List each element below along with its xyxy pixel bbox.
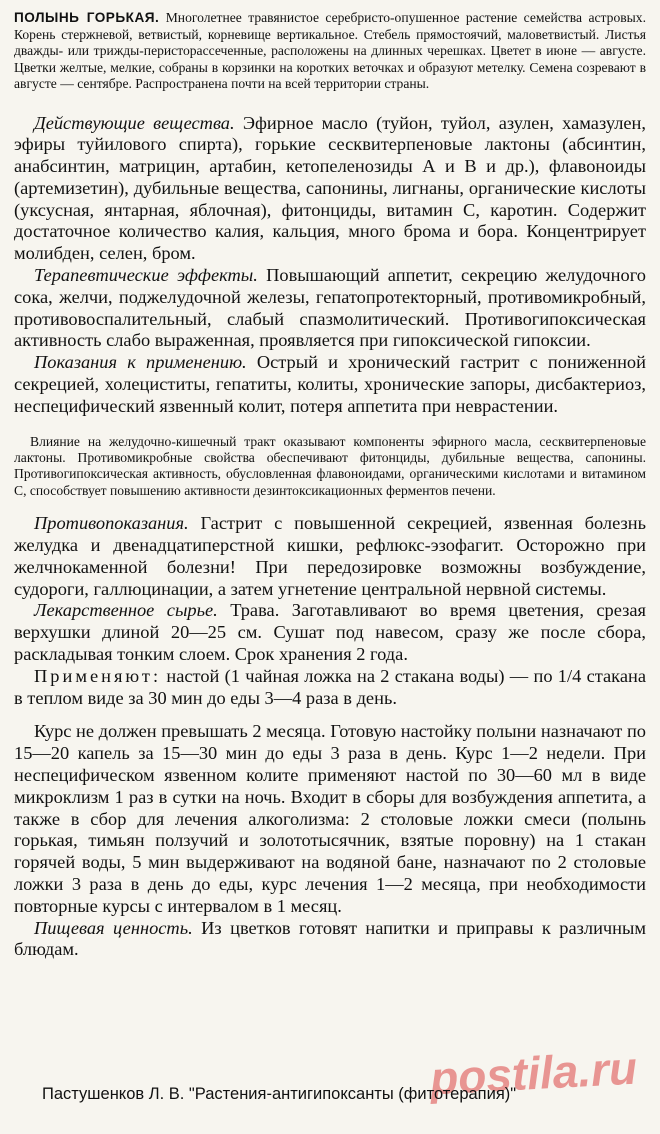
active-substances-text: Эфирное масло (туйон, туйол, азулен, хамазулен, эфиры туйилового спирта), горькие сесквитерпеновые лактоны (абсинтин, анабсинтин, матрицин, артабин, кетопеленозиды А и В и др.), флавоноиды (артемизетин), дубильные вещества, сапонины, лигнаны, органические кислоты (уксусная, янтарная, яблочная), фитонциды, витамин С, каротин. Содержит достаточное количество калия, кальция, много брома и бора. Концентрирует молибден, селен, бром. <box>14 112 646 264</box>
food-value-label: Пищевая ценность. <box>34 917 193 938</box>
article <box>14 10 646 961</box>
contraindications-text: Гастрит с повышенной секрецией, язвенная болезнь желудка и двенадцатиперстной кишки, рефлюкс-эзофагит. Осторожно при желчнокаменной болезни! При передозировке возможны возбуждение, судороги, галлюцинации, а затем угнетение центральной нервной системы. <box>14 513 646 599</box>
usage-label: Применяют: <box>34 665 162 686</box>
course-text: Курс не должен превышать 2 месяца. Готовую настойку полыни назначают по 15—20 капель за 15—30 мин до еды 3 раза в день. Курс 1—2 недели. При неспецифическом язвенном колите применяют настой по 30—60 мл в виде микроклизм 1 раз в сутки на ночь. Входит в сборы для возбуждения аппетита, а также в сбор для лечения алкоголизма: 2 столовые ложки смеси (полынь горькая, тимьян ползучий и золототысячник, взятые поровну) на 1 стакан горячей воды, 5 мин выдерживают на водяной бане, назначают по 2 столовые ложки 3 раза в день до еды, курс лечения 1—2 месяца, при необходимости повторные курсы с интервалом в 1 месяц. <box>14 721 646 916</box>
note-text: Влияние на желудочно-кишечный тракт оказывают компоненты эфирного масла, сесквитерпеновые лактоны. Противомикробные свойства обеспечивают фитонциды, дубильные вещества, сапонины. Противогипоксическая активность, обусловленная флавоноидами, органическими кислотами и витамином С, способствует повышению активности дезинтоксикационных ферментов печени. <box>14 433 646 498</box>
therapeutic-effects-label: Терапевтические эффекты. <box>34 265 258 286</box>
active-substances-paragraph <box>14 113 646 266</box>
food-value-paragraph <box>14 918 646 962</box>
raw-material-label: Лекарственное сырье. <box>34 600 218 621</box>
plant-heading: ПОЛЫНЬ ГОРЬКАЯ. <box>14 10 160 25</box>
therapeutic-effects-paragraph <box>14 265 646 352</box>
active-substances-label: Действующие вещества. <box>34 112 235 133</box>
therapeutic-effects-text: Повышающий аппетит, секрецию желудочного сока, желчи, поджелудочной железы, гепатопротекторный, противомикробный, противовоспалительный, слабый спазмолитический. Противогипоксическая активность слабо выраженная, проявляется при гипоксической гипоксии. <box>14 265 646 351</box>
contraindications-label: Противопоказания. <box>34 513 189 534</box>
note-paragraph <box>14 434 646 500</box>
raw-material-paragraph <box>14 600 646 665</box>
raw-material-text: Трава. Заготавливают во время цветения, срезая верхушки длиной 20—25 см. Сушат под навесом, сразу же после сбора, раскладывая тонким слоем. Срок хранения 2 года. <box>14 600 647 665</box>
indications-label: Показания к применению. <box>34 352 247 373</box>
source-citation: Пастушенков Л. В. "Растения-антигипоксанты (фитотерапия)" <box>42 1085 517 1103</box>
intro-text: Многолетнее травянистое серебристо-опушенное растение семейства астровых. Корень стержневой, ветвистый, корневище вертикальное. Стебель прямостоячий, маловетвистый. Листья дважды- или трижды-перисторассеченные, расположены на длинных черешках. Цветет в июне — августе. Цветки желтые, мелкие, собраны в корзинки на коротких веточках и образуют метелку. Семена созревают в августе — сентябре. Распространена почти на всей территории страны. <box>14 10 646 91</box>
usage-paragraph <box>14 666 646 710</box>
usage-text: настой (1 чайная ложка на 2 стакана воды) — по 1/4 стакана в теплом виде за 30 мин до еды 3—4 раза в день. <box>14 665 646 708</box>
food-value-text: Из цветков готовят напитки и приправы к различным блюдам. <box>14 917 646 960</box>
contraindications-paragraph <box>14 513 646 600</box>
site-watermark: postila.ru <box>428 1041 639 1105</box>
indications-paragraph <box>14 352 646 417</box>
intro-paragraph <box>14 10 646 93</box>
indications-text: Острый и хронический гастрит с пониженной секрецией, холециститы, гепатиты, колиты, хронические запоры, дисбактериоз, неспецифический язвенный колит, потеря аппетита при неврастении. <box>14 352 646 416</box>
course-paragraph <box>14 721 646 917</box>
